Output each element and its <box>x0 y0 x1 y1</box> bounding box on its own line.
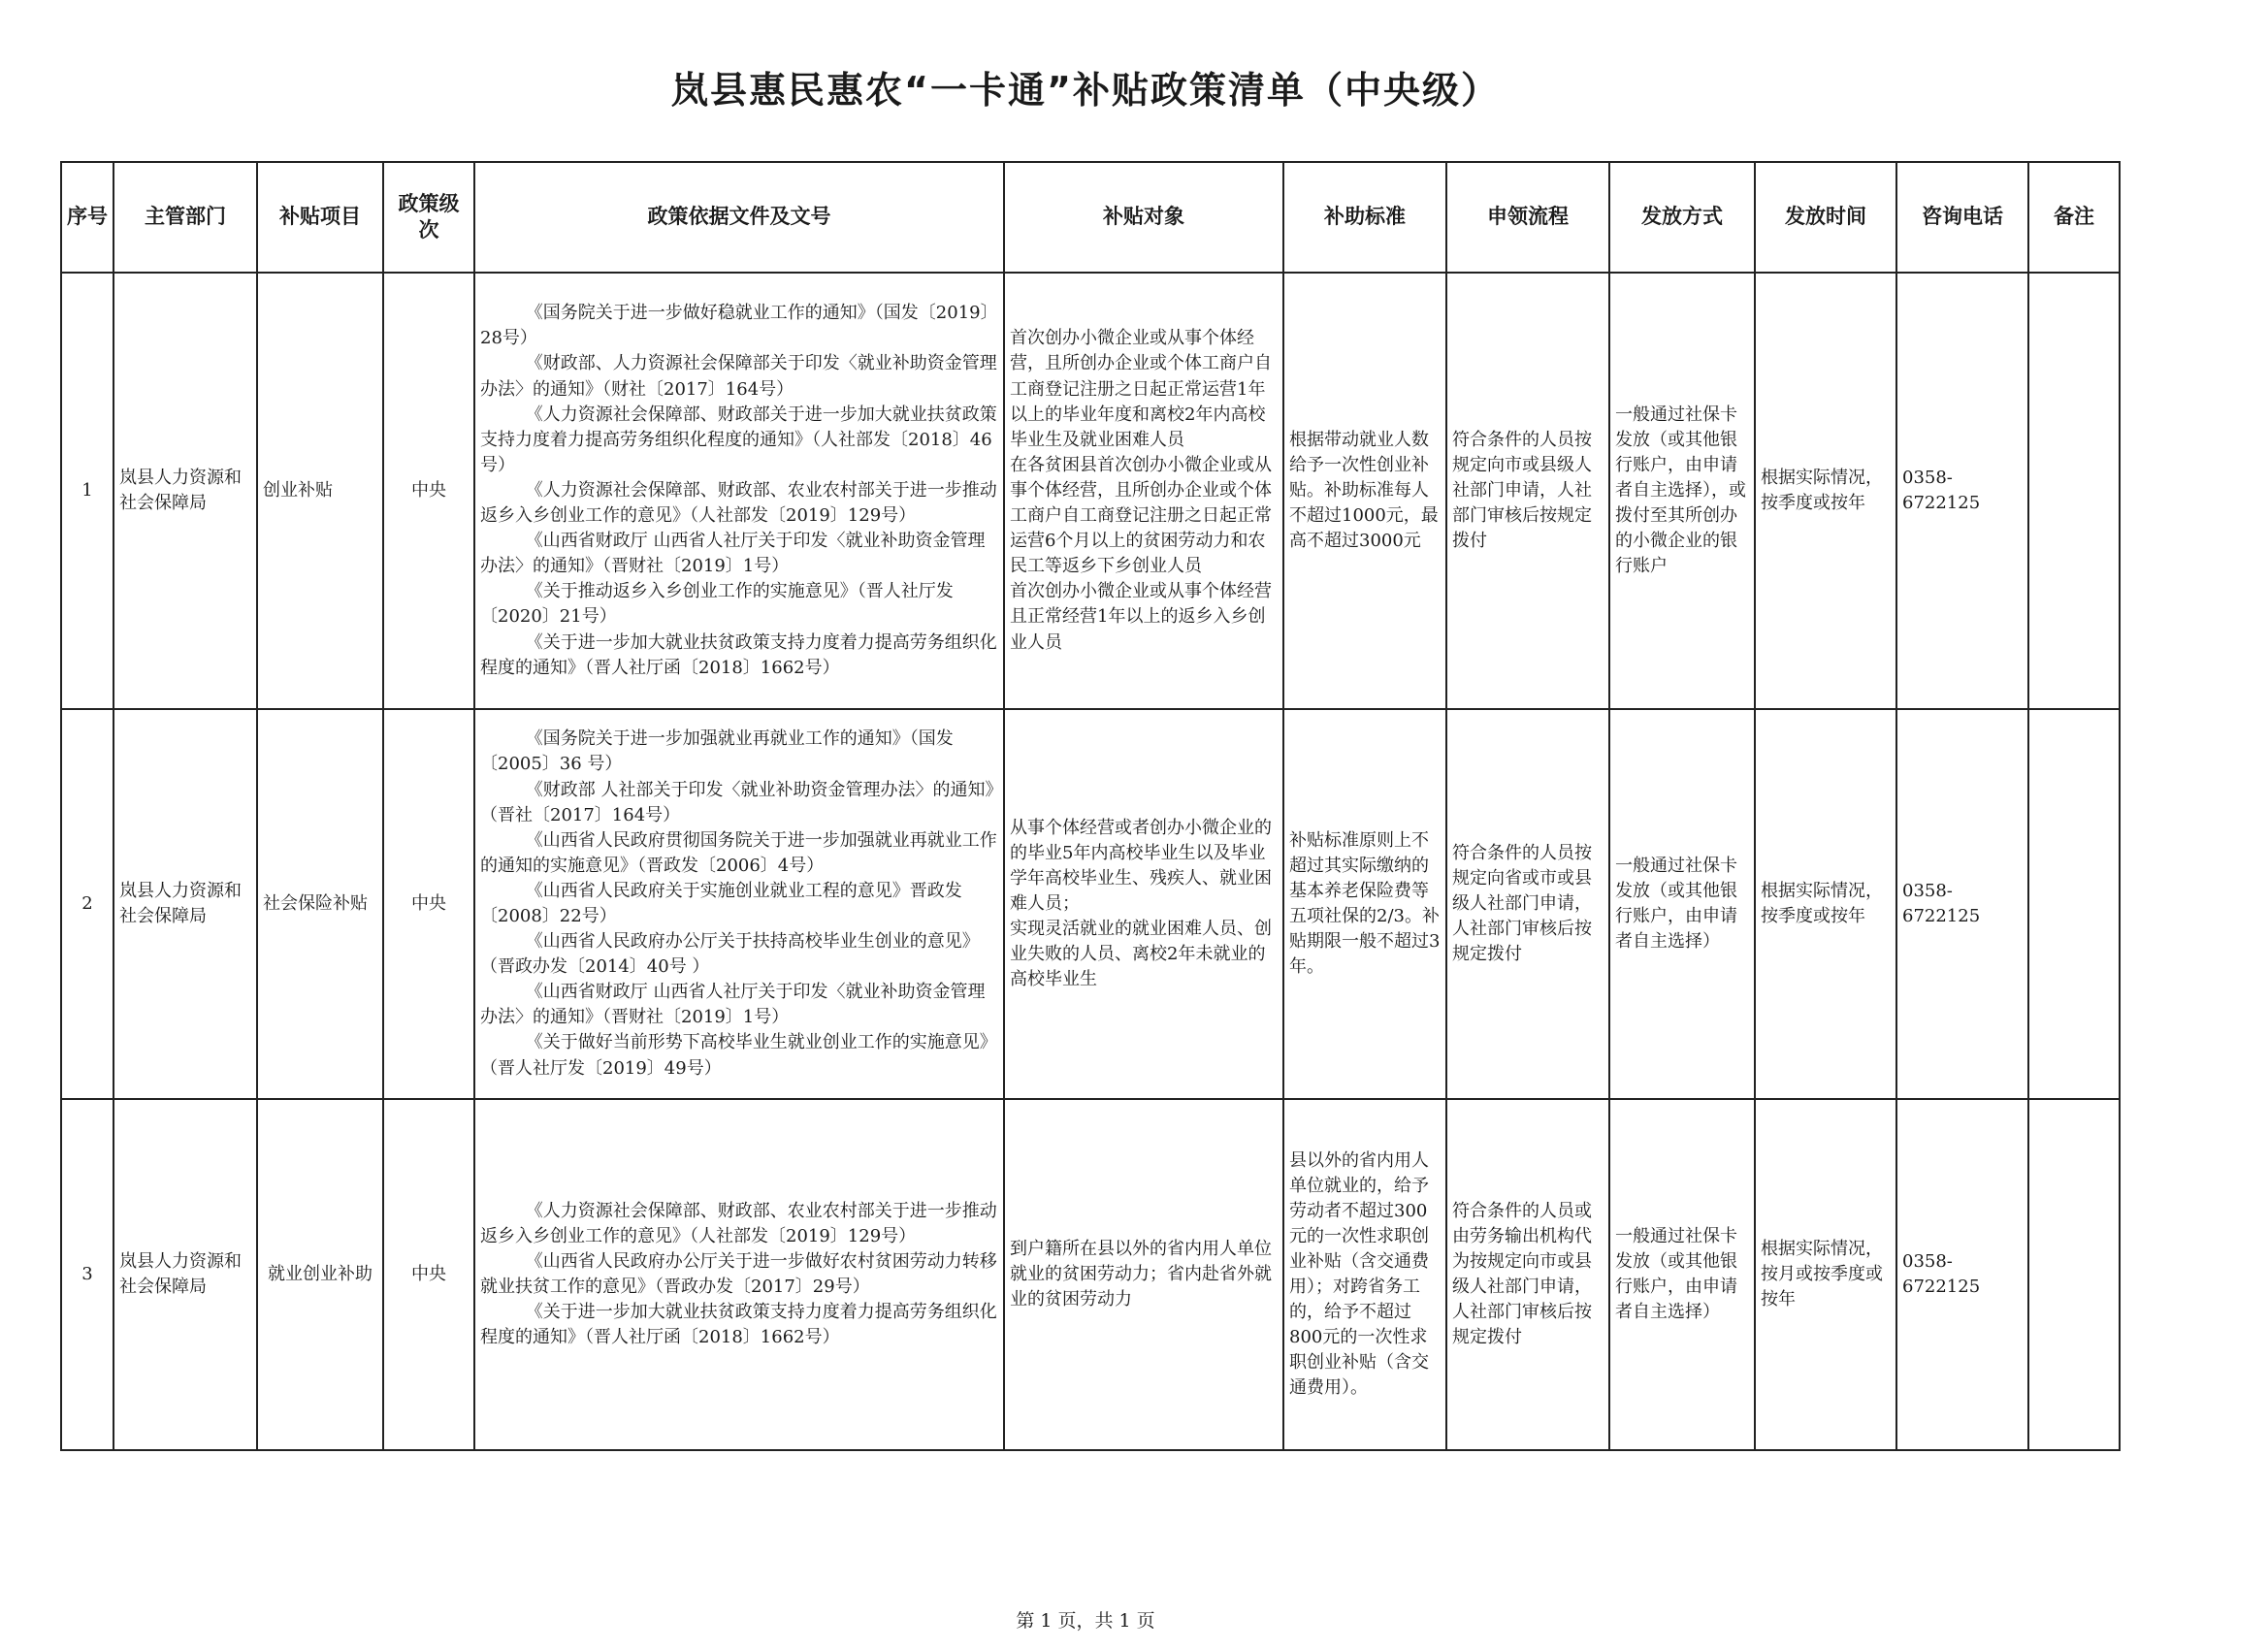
header-cell: 发放时间 <box>1755 162 1896 273</box>
process-cell: 符合条件的人员或由劳务输出机构代为按规定向市或县级人社部门申请，人社部门审核后按规定拨付 <box>1446 1099 1609 1450</box>
policy-level-cell: 中央 <box>383 709 474 1099</box>
policy-doc: 《关于推动返乡入乡创业工作的实施意见》（晋人社厅发〔2020〕21号） <box>480 581 954 628</box>
policy-docs-cell <box>474 1099 1004 1450</box>
table-row <box>61 273 2120 709</box>
target-cell: 从事个体经营或者创办小微企业的的毕业5年内高校毕业生以及毕业学年高校毕业生、残疾人、就业困难人员； 实现灵活就业的就业困难人员、创业失败的人员、离校2年未就业的高校毕业生 <box>1004 709 1283 1099</box>
header-cell: 备注 <box>2028 162 2120 273</box>
note-cell <box>2028 273 2120 709</box>
table-header-row <box>61 162 2120 273</box>
header-cell: 主管部门 <box>113 162 257 273</box>
policy-level-cell: 中央 <box>383 273 474 709</box>
header-cell: 发放方式 <box>1609 162 1755 273</box>
header-cell: 补助标准 <box>1283 162 1446 273</box>
target-cell: 首次创办小微企业或从事个体经营，且所创办企业或个体工商户自工商登记注册之日起正常运营1年以上的毕业年度和离校2年内高校毕业生及就业困难人员 在各贫困县首次创办小微企业或从事个体经营，且所创办企业或个体工商户自工商登记注册之日起正常运营6个月以上的贫困劳动力和农民工等返乡下乡创业人员 首次创办小微企业或从事个体经营且正常经营1年以上的返乡入乡创业人员 <box>1004 273 1283 709</box>
policy-docs-cell <box>474 273 1004 709</box>
header-cell: 序号 <box>61 162 113 273</box>
subsidy-item-cell: 社会保险补贴 <box>257 709 383 1099</box>
process-cell: 符合条件的人员按规定向省或市或县级人社部门申请，人社部门审核后按规定拨付 <box>1446 709 1609 1099</box>
time-cell: 根据实际情况，按季度或按年 <box>1755 273 1896 709</box>
row-number: 1 <box>61 273 113 709</box>
department-cell: 岚县人力资源和社会保障局 <box>113 709 257 1099</box>
policy-doc: 《关于进一步加大就业扶贫政策支持力度着力提高劳务组织化程度的通知》（晋人社厅函〔2018〕1662号） <box>480 631 997 678</box>
time-cell: 根据实际情况，按月或按季度或按年 <box>1755 1099 1896 1450</box>
standard-cell: 根据带动就业人数给予一次性创业补贴。补助标准每人不超过1000元，最高不超过3000元 <box>1283 273 1446 709</box>
policy-doc: 《国务院关于进一步加强就业再就业工作的通知》（国发〔2005〕36 号） <box>480 728 954 775</box>
policy-doc: 《山西省人民政府办公厅关于进一步做好农村贫困劳动力转移就业扶贫工作的意见》（晋政办发〔2017〕29号） <box>480 1250 997 1297</box>
policy-docs-cell <box>474 709 1004 1099</box>
table-row <box>61 709 2120 1099</box>
table-row <box>61 1099 2120 1450</box>
policy-doc: 《国务院关于进一步做好稳就业工作的通知》（国发〔2019〕28号） <box>480 303 998 349</box>
policy-doc: 《人力资源社会保障部、财政部关于进一步加大就业扶贫政策支持力度着力提高劳务组织化程度的通知》（人社部发〔2018〕46号） <box>480 404 997 475</box>
header-cell: 政策级次 <box>383 162 474 273</box>
department-cell: 岚县人力资源和社会保障局 <box>113 1099 257 1450</box>
policy-doc: 《人力资源社会保障部、财政部、农业农村部关于进一步推动返乡入乡创业工作的意见》（人社部发〔2019〕129号） <box>480 479 997 527</box>
phone-cell: 0358-6722125 <box>1896 709 2028 1099</box>
department-cell: 岚县人力资源和社会保障局 <box>113 273 257 709</box>
standard-cell: 县以外的省内用人单位就业的，给予劳动者不超过300元的一次性求职创业补贴（含交通费用）；对跨省务工的，给予不超过800元的一次性求职创业补贴（含交通费用）。 <box>1283 1099 1446 1450</box>
policy-doc: 《山西省人民政府办公厅关于扶持高校毕业生创业的意见》（晋政办发〔2014〕40号 ） <box>480 931 980 978</box>
method-cell: 一般通过社保卡发放（或其他银行账户，由申请者自主选择），或拨付至其所创办的小微企业的银行账户 <box>1609 273 1755 709</box>
method-cell: 一般通过社保卡发放（或其他银行账户，由申请者自主选择） <box>1609 1099 1755 1450</box>
policy-doc: 《山西省人民政府关于实施创业就业工程的意见》晋政发〔2008〕22号） <box>480 880 962 926</box>
method-cell: 一般通过社保卡发放（或其他银行账户，由申请者自主选择） <box>1609 709 1755 1099</box>
header-cell: 政策依据文件及文号 <box>474 162 1004 273</box>
header-cell: 申领流程 <box>1446 162 1609 273</box>
header-cell: 咨询电话 <box>1896 162 2028 273</box>
policy-doc: 《财政部 人社部关于印发〈就业补助资金管理办法〉的通知》（晋社〔2017〕164号） <box>480 779 994 825</box>
policy-doc: 《山西省财政厅 山西省人社厅关于印发〈就业补助资金管理办法〉的通知》（晋财社〔2019〕1号） <box>480 531 986 577</box>
process-cell: 符合条件的人员按规定向市或县级人社部门申请，人社部门审核后按规定拨付 <box>1446 273 1609 709</box>
phone-cell: 0358-6722125 <box>1896 1099 2028 1450</box>
policy-doc: 《关于进一步加大就业扶贫政策支持力度着力提高劳务组织化程度的通知》（晋人社厅函〔2018〕1662号） <box>480 1302 997 1348</box>
policy-doc: 《人力资源社会保障部、财政部、农业农村部关于进一步推动返乡入乡创业工作的意见》（人社部发〔2019〕129号） <box>480 1200 997 1246</box>
policy-doc: 《财政部、人力资源社会保障部关于印发〈就业补助资金管理办法〉的通知》（财社〔2017〕164号） <box>480 353 997 400</box>
note-cell <box>2028 1099 2120 1450</box>
subsidy-item-cell: 就业创业补助 <box>257 1099 383 1450</box>
policy-doc: 《山西省财政厅 山西省人社厅关于印发〈就业补助资金管理办法〉的通知》（晋财社〔2019〕1号） <box>480 982 986 1028</box>
row-number: 3 <box>61 1099 113 1450</box>
page-footer: 第 1 页，共 1 页 <box>1016 1610 1155 1632</box>
header-cell: 补贴对象 <box>1004 162 1283 273</box>
subsidy-item-cell: 创业补贴 <box>257 273 383 709</box>
standard-cell: 补贴标准原则上不超过其实际缴纳的基本养老保险费等五项社保的2/3。补贴期限一般不超过3年。 <box>1283 709 1446 1099</box>
page-title: 岚县惠民惠农“一卡通”补贴政策清单（中央级） <box>671 69 1500 112</box>
header-cell: 补贴项目 <box>257 162 383 273</box>
note-cell <box>2028 709 2120 1099</box>
row-number: 2 <box>61 709 113 1099</box>
time-cell: 根据实际情况，按季度或按年 <box>1755 709 1896 1099</box>
policy-level-cell: 中央 <box>383 1099 474 1450</box>
policy-doc: 《山西省人民政府贯彻国务院关于进一步加强就业再就业工作的通知的实施意见》（晋政发〔2006〕4号） <box>480 829 997 876</box>
policy-table <box>60 161 2121 1451</box>
phone-cell: 0358-6722125 <box>1896 273 2028 709</box>
target-cell: 到户籍所在县以外的省内用人单位就业的贫困劳动力；省内赴省外就业的贫困劳动力 <box>1004 1099 1283 1450</box>
policy-doc: 《关于做好当前形势下高校毕业生就业创业工作的实施意见》（晋人社厅发〔2019〕49号） <box>480 1032 997 1079</box>
